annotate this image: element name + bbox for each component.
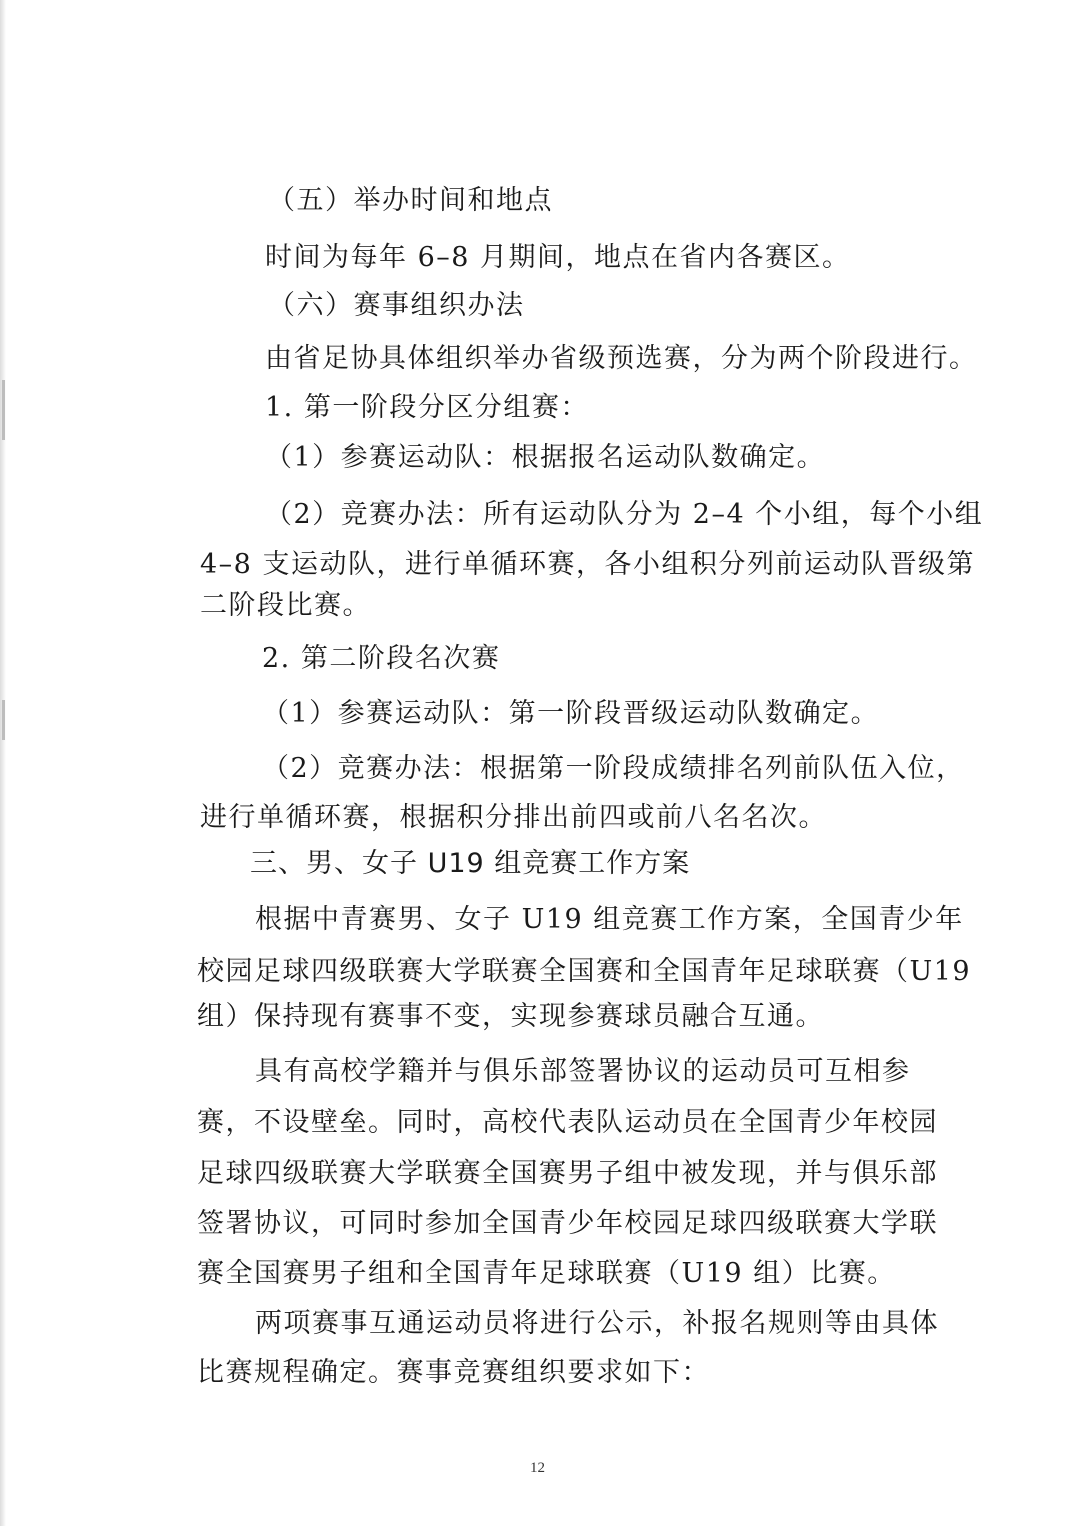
list-item-stage-two: 2. 第二阶段名次赛	[262, 643, 501, 674]
paragraph-line: 具有高校学籍并与俱乐部签署协议的运动员可互相参	[255, 1056, 911, 1087]
list-item: （2）竞赛办法：所有运动队分为 2–4 个小组，每个小组	[265, 499, 984, 530]
paragraph-line: 根据中青赛男、女子 U19 组竞赛工作方案，全国青少年	[255, 904, 964, 935]
paragraph-line: 4–8 支运动队，进行单循环赛，各小组积分列前运动队晋级第	[200, 549, 975, 580]
paragraph-line: 两项赛事互通运动员将进行公示，补报名规则等由具体	[255, 1308, 939, 1339]
paragraph-line: 进行单循环赛，根据积分排出前四或前八名名次。	[200, 802, 827, 833]
section-heading-u19: 三、男、女子 U19 组竞赛工作方案	[250, 848, 691, 879]
section-heading-time-place: （五）举办时间和地点	[268, 185, 553, 216]
list-item: （1）参赛运动队：第一阶段晋级运动队数确定。	[262, 698, 880, 729]
list-item: （2）竞赛办法：根据第一阶段成绩排名列前队伍入位，	[262, 753, 965, 784]
scan-mark	[2, 700, 5, 740]
page-number: 12	[530, 1460, 545, 1476]
section-heading-organization: （六）赛事组织办法	[268, 290, 525, 321]
paragraph-line: 赛，不设壁垒。同时，高校代表队运动员在全国青少年校园	[197, 1107, 938, 1138]
paragraph-line: 时间为每年 6–8 月期间，地点在省内各赛区。	[265, 242, 851, 273]
list-item: （1）参赛运动队：根据报名运动队数确定。	[265, 442, 826, 473]
paragraph-line: 组）保持现有赛事不变，实现参赛球员融合互通。	[197, 1001, 824, 1032]
paragraph-line: 二阶段比赛。	[200, 590, 371, 621]
paragraph-line: 签署协议，可同时参加全国青少年校园足球四级联赛大学联	[197, 1208, 938, 1239]
paragraph-line: 校园足球四级联赛大学联赛全国赛和全国青年足球联赛（U19	[197, 956, 972, 987]
scan-edge	[0, 0, 6, 1526]
paragraph-line: 赛全国赛男子组和全国青年足球联赛（U19 组）比赛。	[197, 1258, 896, 1289]
paragraph-line: 比赛规程确定。赛事竞赛组织要求如下：	[197, 1357, 710, 1388]
list-item-stage-one: 1. 第一阶段分区分组赛：	[265, 392, 589, 423]
paragraph-line: 由省足协具体组织举办省级预选赛，分为两个阶段进行。	[265, 343, 978, 374]
paragraph-line: 足球四级联赛大学联赛全国赛男子组中被发现，并与俱乐部	[197, 1158, 938, 1189]
scan-mark	[2, 380, 5, 440]
